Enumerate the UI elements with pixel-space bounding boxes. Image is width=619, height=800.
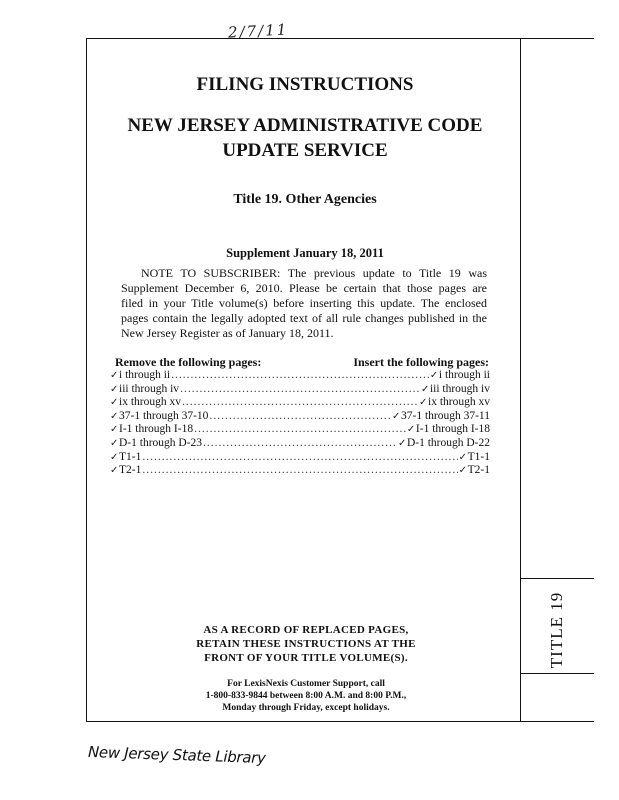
handwritten-date: 2/7/11 xyxy=(227,20,289,42)
check-mark-icon: ✓ xyxy=(420,383,430,395)
remove-pages: D-1 through D-23 xyxy=(119,436,203,449)
note-line: filed in your Title volume(s) before inserting this update. The enclosed xyxy=(121,296,487,310)
record-line-3: FRONT OF YOUR TITLE VOLUME(S). xyxy=(204,652,408,664)
table-row xyxy=(110,383,490,397)
subtitle-line-1: NEW JERSEY ADMINISTRATIVE CODE xyxy=(127,115,483,136)
check-mark-icon: ✓ xyxy=(458,451,468,463)
table-row xyxy=(110,423,490,437)
remove-pages: T1-1 xyxy=(119,450,142,463)
insert-pages: I-1 through I-18 xyxy=(415,423,490,436)
leader-dots xyxy=(203,437,397,451)
note-line: New Jersey Register as of January 18, 2011. xyxy=(121,326,334,340)
check-mark-icon: ✓ xyxy=(110,397,119,409)
check-mark-icon: ✓ xyxy=(110,410,119,422)
support-line-2: 1-800-833-9844 between 8:00 A.M. and 8:00 P.M., xyxy=(205,691,407,701)
table-row xyxy=(110,369,490,383)
leader-dots xyxy=(209,410,391,424)
note-line: Supplement December 6, 2010. Please be certain that those pages are xyxy=(121,281,487,295)
page-subtitle xyxy=(100,113,510,163)
leader-dots xyxy=(171,369,429,383)
leader-dots xyxy=(182,396,418,410)
check-mark-icon: ✓ xyxy=(397,437,407,449)
leader-dots xyxy=(142,464,457,478)
support-line-3: Monday through Friday, except holidays. xyxy=(222,703,390,713)
title-tab-label: TITLE 19 xyxy=(547,591,567,669)
record-line-2: RETAIN THESE INSTRUCTIONS AT THE xyxy=(196,638,416,650)
remove-heading: Remove the following pages: xyxy=(115,355,262,369)
check-mark-icon: ✓ xyxy=(419,397,428,409)
note-line: pages contain the legally adopted text of all rule changes published in the xyxy=(121,311,487,325)
title-number: Title 19. Other Agencies xyxy=(233,192,377,207)
insert-pages: D-1 through D-22 xyxy=(406,436,490,449)
remove-pages: 37-1 through 37-10 xyxy=(119,409,209,422)
check-mark-icon: ✓ xyxy=(110,424,119,436)
pages-table-header xyxy=(115,355,489,370)
insert-pages: T2-1 xyxy=(467,464,490,477)
remove-pages: ix through xv xyxy=(119,396,181,409)
table-row xyxy=(110,451,490,465)
check-mark-icon: ✓ xyxy=(110,437,119,449)
remove-pages: T2-1 xyxy=(119,464,142,477)
subtitle-line-2: UPDATE SERVICE xyxy=(222,140,388,161)
pages-table xyxy=(110,369,490,478)
remove-pages: I-1 through I-18 xyxy=(119,423,194,436)
check-mark-icon: ✓ xyxy=(458,465,468,477)
record-line-1: AS A RECORD OF REPLACED PAGES, xyxy=(203,624,409,636)
check-mark-icon: ✓ xyxy=(110,370,119,381)
table-row xyxy=(110,396,490,410)
table-row xyxy=(110,464,490,478)
remove-pages: iii through iv xyxy=(119,382,180,395)
support-line-1: For LexisNexis Customer Support, call xyxy=(227,679,385,689)
check-mark-icon: ✓ xyxy=(110,451,119,463)
insert-pages: i through ii xyxy=(438,369,490,381)
title-tab xyxy=(522,590,592,670)
customer-support-info xyxy=(100,678,512,714)
insert-heading: Insert the following pages: xyxy=(353,355,489,369)
insert-pages: T1-1 xyxy=(467,450,490,463)
note-line: NOTE TO SUBSCRIBER: The previous update to Title 19 was xyxy=(141,266,487,280)
check-mark-icon: ✓ xyxy=(110,465,119,477)
check-mark-icon: ✓ xyxy=(429,370,439,381)
check-mark-icon: ✓ xyxy=(110,383,119,395)
supplement-date: Supplement January 18, 2011 xyxy=(226,246,384,260)
remove-pages: i through ii xyxy=(119,369,171,381)
check-mark-icon: ✓ xyxy=(406,424,416,436)
leader-dots xyxy=(194,423,406,437)
insert-pages: 37-1 through 37-11 xyxy=(400,409,490,422)
subscriber-note xyxy=(121,266,487,341)
record-notice xyxy=(100,623,512,665)
leader-dots xyxy=(180,383,420,397)
table-row xyxy=(110,437,490,451)
leader-dots xyxy=(142,451,457,465)
insert-pages: iii through iv xyxy=(429,382,490,395)
library-stamp: New Jersey State Library xyxy=(87,742,266,768)
insert-pages: ix through xv xyxy=(428,396,490,409)
table-row xyxy=(110,410,490,424)
page-title: FILING INSTRUCTIONS xyxy=(196,74,414,95)
check-mark-icon: ✓ xyxy=(391,410,401,422)
